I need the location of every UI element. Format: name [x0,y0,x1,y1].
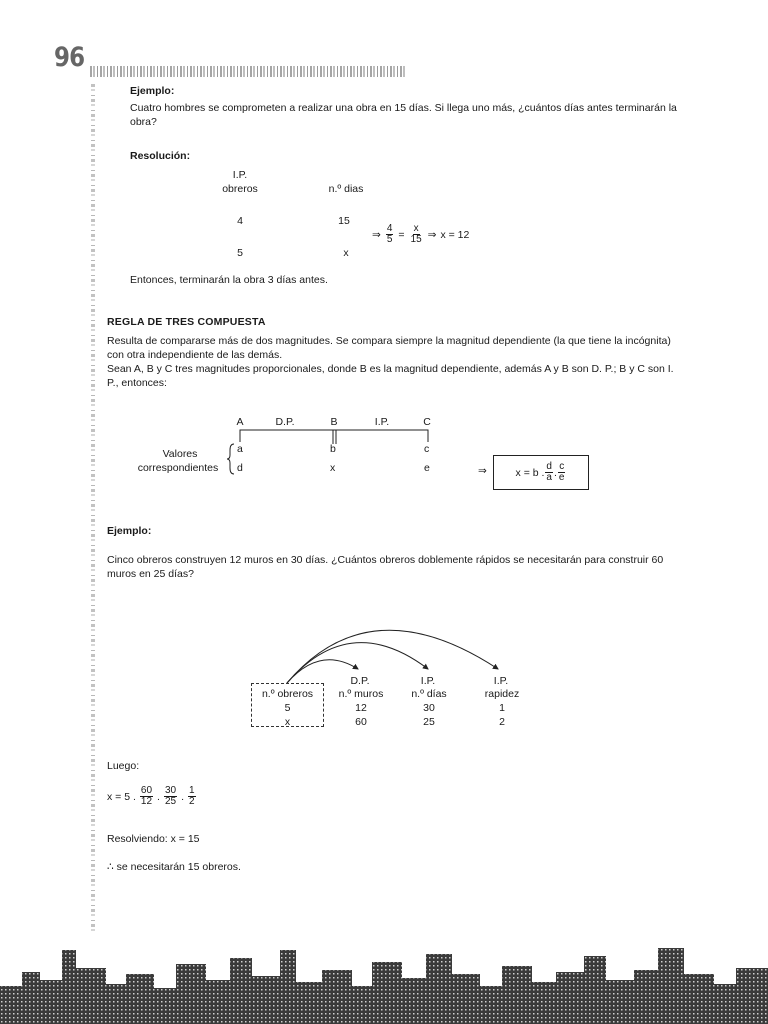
example1-result: x = 12 [440,228,470,241]
example2-heading: Ejemplo: [107,525,152,537]
ip-label: I.P. [232,169,248,181]
value-d: d [237,462,243,474]
fraction-60-12: $\frac{60}{12}$ [140,785,153,807]
relation-ip-2: I.P. [493,675,509,687]
fraction-4-5: $\frac{4}{5}$ [386,223,393,245]
compound-paragraph-1: Resulta de compararse más de dos magnitudes. Se compara siempre la magnitud dependiente (la que tiene la incógnita) con otra independiente de las demás. [107,335,671,361]
muros-value-2: 60 [355,716,367,728]
value-x: x [330,462,336,474]
value-c: c [424,443,430,455]
side-label-valores: Valores [162,448,198,460]
example1-conclusion: Entonces, terminarán la obra 3 días antes. [130,274,328,286]
fraction-1-2: $\frac{1}{2}$ [188,785,195,807]
relation-ip-1: I.P. [420,675,436,687]
city-skyline-decoration [0,944,768,1024]
margin-decoration [91,84,95,934]
solving-line: Resolviendo: x = 15 [107,833,200,845]
example2-expression: x = 5 . $\frac{60}{12}$ . $\frac{30}{25}$ . $\frac{1}{2}$ [107,785,195,807]
implies-arrow: ⇒ [478,465,487,477]
dias-value-1: 15 [338,215,350,227]
col-obreros-header: obreros [222,183,258,195]
obreros-value-1: 4 [237,215,243,227]
example1-heading: Ejemplo: [130,85,175,97]
header-ip: I.P. [374,416,390,428]
implies-arrow: ⇒ [427,228,437,241]
rapidez-value-2: 2 [499,716,505,728]
muros-value-1: 12 [355,702,367,714]
curly-brace [226,442,236,476]
value-b: b [330,443,336,455]
fraction-30-25: $\frac{30}{25}$ [164,785,177,807]
col-dias-header: n.º días [411,688,447,700]
resolution-heading: Resolución: [130,150,191,162]
page-number: 96 [54,42,85,73]
obreros-value-2: 5 [237,247,243,259]
header-c: C [423,416,431,428]
value-e: e [424,462,430,474]
header-b: B [330,416,338,428]
therefore-line: ∴ se necesitarán 15 obreros. [107,861,241,873]
example1-equation: ⇒ $\frac{4}{5}$ = $\frac{x}{15}$ ⇒ x = 12 [372,223,470,245]
relation-dp: D.P. [350,675,370,687]
header-dp: D.P. [275,416,295,428]
luego-label: Luego: [107,760,140,772]
col-muros-header: n.º muros [338,688,384,700]
formula-box: x = b . $\frac{d}{a}$ . $\frac{c}{e}$ [493,455,589,490]
value-a: a [237,443,243,455]
fraction-x-15: $\frac{x}{15}$ [410,223,422,245]
col-rapidez-header: rapidez [484,688,520,700]
side-label-correspondientes: correspondientes [137,462,219,474]
implies-arrow: ⇒ [372,228,381,241]
header-a: A [236,416,244,428]
obreros-value-2: x [284,716,291,728]
dias-value-1: 30 [423,702,435,714]
dias-value-2: x [343,247,349,259]
example1-problem: Cuatro hombres se comprometen a realizar una obra en 15 días. Si llega uno más, ¿cuántos días antes terminarán la obra? [130,102,677,128]
section-title: REGLA DE TRES COMPUESTA [107,316,266,328]
col-obreros-header: n.º obreros [261,688,314,700]
obreros-value-1: 5 [284,702,291,714]
fraction-c-e: $\frac{c}{e}$ [558,461,565,483]
compound-paragraph-2: Sean A, B y C tres magnitudes proporcionales, donde B es la magnitud dependiente, además A y B son D. P.; B y C son I. P., entonces: [107,363,674,389]
example2-problem: Cinco obreros construyen 12 muros en 30 días. ¿Cuántos obreros doblemente rápidos se necesitarán para construir 60 muros en 25 días? [107,554,664,580]
col-dias-header: n.º dias [328,183,364,195]
header-decoration [90,66,405,77]
rapidez-value-1: 1 [499,702,505,714]
fraction-d-a: $\frac{d}{a}$ [546,461,552,483]
dias-value-2: 25 [423,716,435,728]
